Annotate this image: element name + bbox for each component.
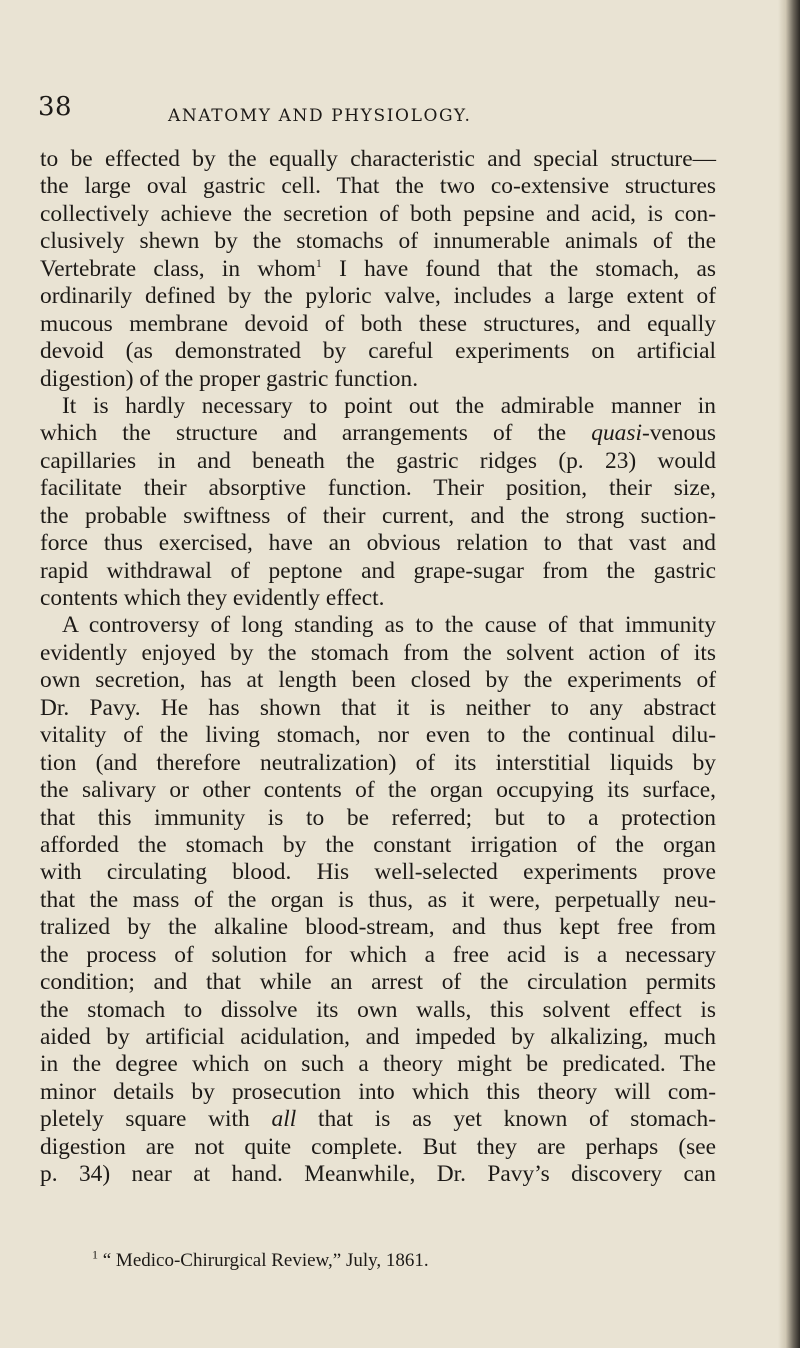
text-line-36-start: pletely square with xyxy=(40,1106,250,1133)
text-line-6: ordinarily defined by the pyloric valve, includes a large extent of xyxy=(40,283,716,310)
text-line-36-end: that is as yet known of stomach- xyxy=(296,1106,716,1133)
text-line-5-start: Vertebrate class, in whom xyxy=(40,255,316,282)
text-line-27: with circulating blood. His well-selected experiments prove xyxy=(40,859,716,886)
text-line-15: force thus exercised, have an obvious relation to that vast and xyxy=(40,530,716,557)
text-line-34: in the degree which on such a theory might be predicated. The xyxy=(40,1051,716,1078)
text-line-5 xyxy=(40,256,716,283)
text-line-37: digestion are not quite complete. But they are perhaps (see xyxy=(40,1133,716,1160)
italic-quasi: quasi xyxy=(591,420,642,447)
text-line-19: evidently enjoyed by the stomach from the solvent action of its xyxy=(40,639,716,666)
text-line-16: rapid withdrawal of peptone and grape-sugar from the gastric xyxy=(40,557,716,584)
text-line-26: afforded the stomach by the constant irrigation of the organ xyxy=(40,831,716,858)
text-line-11 xyxy=(40,420,716,447)
text-line-10: It is hardly necessary to point out the admirable manner in xyxy=(62,392,716,419)
text-line-35: minor details by prosecution into which this theory will com- xyxy=(40,1078,716,1105)
text-line-5-end: I have found that the stomach, as xyxy=(321,255,716,282)
text-line-3: collectively achieve the secretion of both pepsine and acid, is con- xyxy=(40,200,716,227)
text-line-23: tion (and therefore neutralization) of its interstitial liquids by xyxy=(40,749,716,776)
text-line-33: aided by artificial acidulation, and impeded by alkalizing, much xyxy=(40,1024,716,1050)
text-line-24: the salivary or other contents of the organ occupying its surface, xyxy=(40,777,716,804)
text-line-17: contents which they evidently effect. xyxy=(40,585,385,611)
text-line-32: the stomach to dissolve its own walls, this solvent effect is xyxy=(40,996,716,1023)
text-line-2: the large oval gastric cell. That the two co-extensive structures xyxy=(40,173,716,200)
text-line-22: vitality of the living stomach, nor even to the continual dilu- xyxy=(40,722,716,749)
body-text xyxy=(40,146,716,1189)
text-line-21: Dr. Pavy. He has shown that it is neither to any abstract xyxy=(40,694,716,721)
text-line-36 xyxy=(40,1106,716,1133)
footnote xyxy=(92,1249,692,1273)
text-line-38: p. 34) near at hand. Meanwhile, Dr. Pavy’s discovery can xyxy=(40,1161,716,1188)
text-line-31: condition; and that while an arrest of the circulation permits xyxy=(40,969,716,996)
text-line-28: that the mass of the organ is thus, as it were, perpetually neu- xyxy=(40,886,716,913)
running-head: ANATOMY AND PHYSIOLOGY. xyxy=(168,106,472,126)
text-line-30: the process of solution for which a free acid is a necessary xyxy=(40,941,716,968)
text-line-9: digestion) of the proper gastric function. xyxy=(40,365,419,392)
footnote-marker: 1 xyxy=(92,1247,98,1262)
text-line-11-end: -venous xyxy=(641,420,716,447)
page-number: 38 xyxy=(38,92,73,122)
text-line-14: the probable swiftness of their current, and the strong suction- xyxy=(40,502,716,529)
page-header xyxy=(38,92,678,132)
italic-all: all xyxy=(271,1106,297,1133)
text-line-18: A controversy of long standing as to the cause of that immunity xyxy=(62,612,716,639)
footnote-ref: 1 xyxy=(315,255,322,270)
page-edge-shadow xyxy=(778,0,800,1348)
text-line-13: facilitate their absorptive function. Their position, their size, xyxy=(40,475,716,502)
text-line-11-start: which the structure and arrangements of the xyxy=(40,420,592,447)
text-line-29: tralized by the alkaline blood-stream, and thus kept free from xyxy=(40,914,716,941)
footnote-text: “ Medico-Chirurgical Review,” July, 1861. xyxy=(102,1250,429,1271)
text-line-4: clusively shewn by the stomachs of innumerable animals of the xyxy=(40,228,716,255)
text-line-8: devoid (as demonstrated by careful experiments on artificial xyxy=(40,338,716,365)
text-line-20: own secretion, has at length been closed by the experiments of xyxy=(40,667,716,694)
text-line-12: capillaries in and beneath the gastric ridges (p. 23) would xyxy=(40,447,716,474)
text-line-25: that this immunity is to be referred; but to a protection xyxy=(40,804,716,831)
text-line-7: mucous membrane devoid of both these structures, and equally xyxy=(40,310,716,337)
text-line-1: to be effected by the equally characteristic and special structure— xyxy=(40,146,716,172)
